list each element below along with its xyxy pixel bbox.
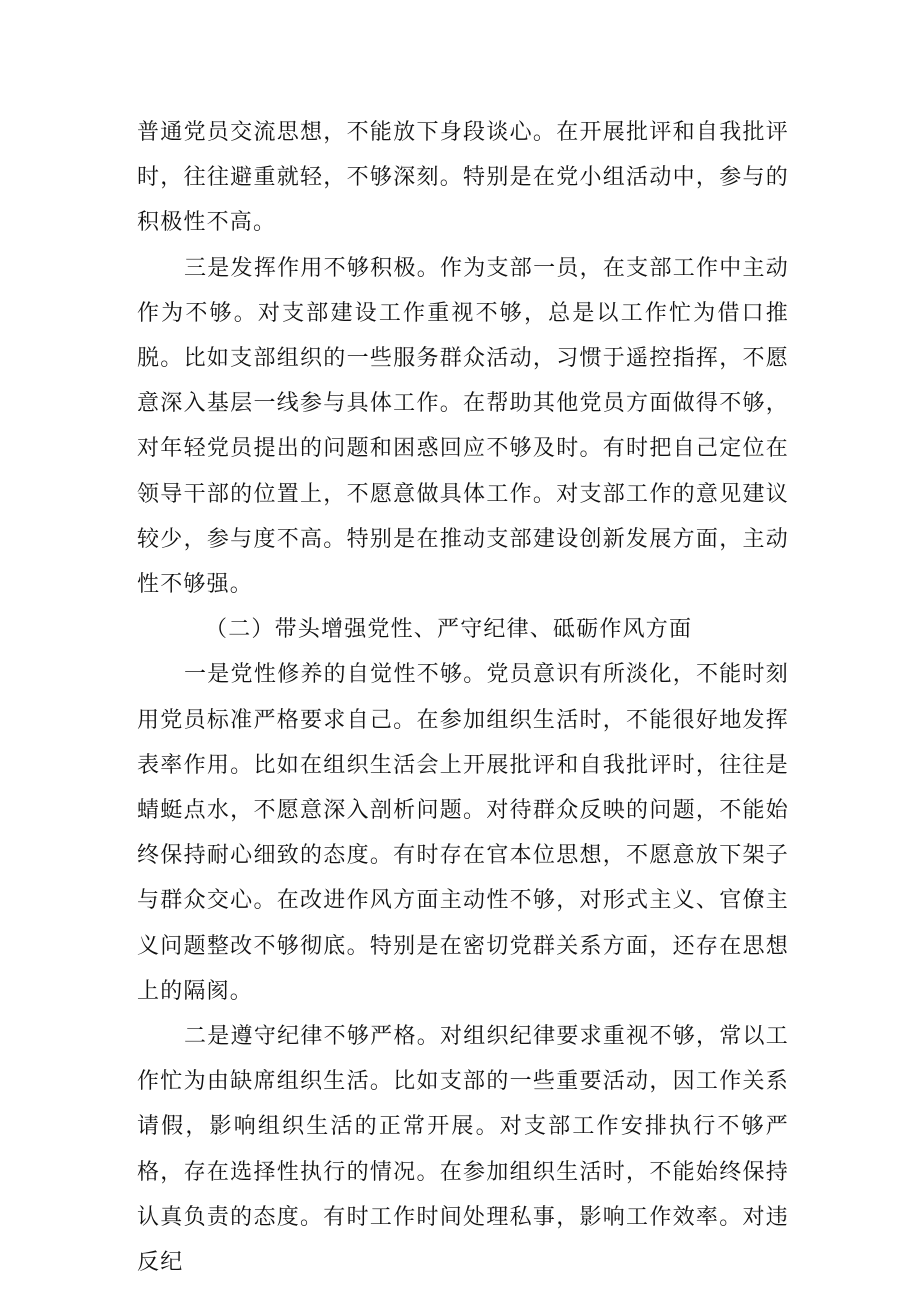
- section-heading: （二）带头增强党性、严守纪律、砥砺作风方面: [205, 617, 693, 643]
- paragraph-continuation: 普通党员交流思想，不能放下身段谈心。在开展批评和自我批评时，往往避重就轻，不够深刻。特别是在党小组活动中，参与的积极性不高。: [137, 120, 789, 236]
- paragraph-role-not-active: 三是发挥作用不够积极。作为支部一员，在支部工作中主动作为不够。对支部建设工作重视不够，总是以工作忙为借口推脱。比如支部组织的一些服务群众活动，习惯于遥控指挥，不愿意深入基层一线参与具体工作。在帮助其他党员方面做得不够，对年轻党员提出的问题和困惑回应不够及时。有时把自己定位在领导干部的位置上，不愿意做具体工作。对支部工作的意见建议较少，参与度不高。特别是在推动支部建设创新发展方面，主动性不够强。: [137, 255, 789, 598]
- paragraph-discipline: 二是遵守纪律不够严格。对组织纪律要求重视不够，常以工作忙为由缺席组织生活。比如支部的一些重要活动，因工作关系请假，影响组织生活的正常开展。对支部工作安排执行不够严格，存在选择性执行的情况。在参加组织生活时，不能始终保持认真负责的态度。有时工作时间处理私事，影响工作效率。对违反纪: [137, 1024, 789, 1276]
- paragraph-party-spirit: 一是党性修养的自觉性不够。党员意识有所淡化，不能时刻用党员标准严格要求自己。在参加组织生活时，不能很好地发挥表率作用。比如在组织生活会上开展批评和自我批评时，往往是蜻蜓点水，不愿意深入剖析问题。对待群众反映的问题，不能始终保持耐心细致的态度。有时存在官本位思想，不愿意放下架子与群众交心。在改进作风方面主动性不够，对形式主义、官僚主义问题整改不够彻底。特别是在密切党群关系方面，还存在思想上的隔阂。: [137, 662, 789, 1004]
- document-body: [137, 110, 789, 1285]
